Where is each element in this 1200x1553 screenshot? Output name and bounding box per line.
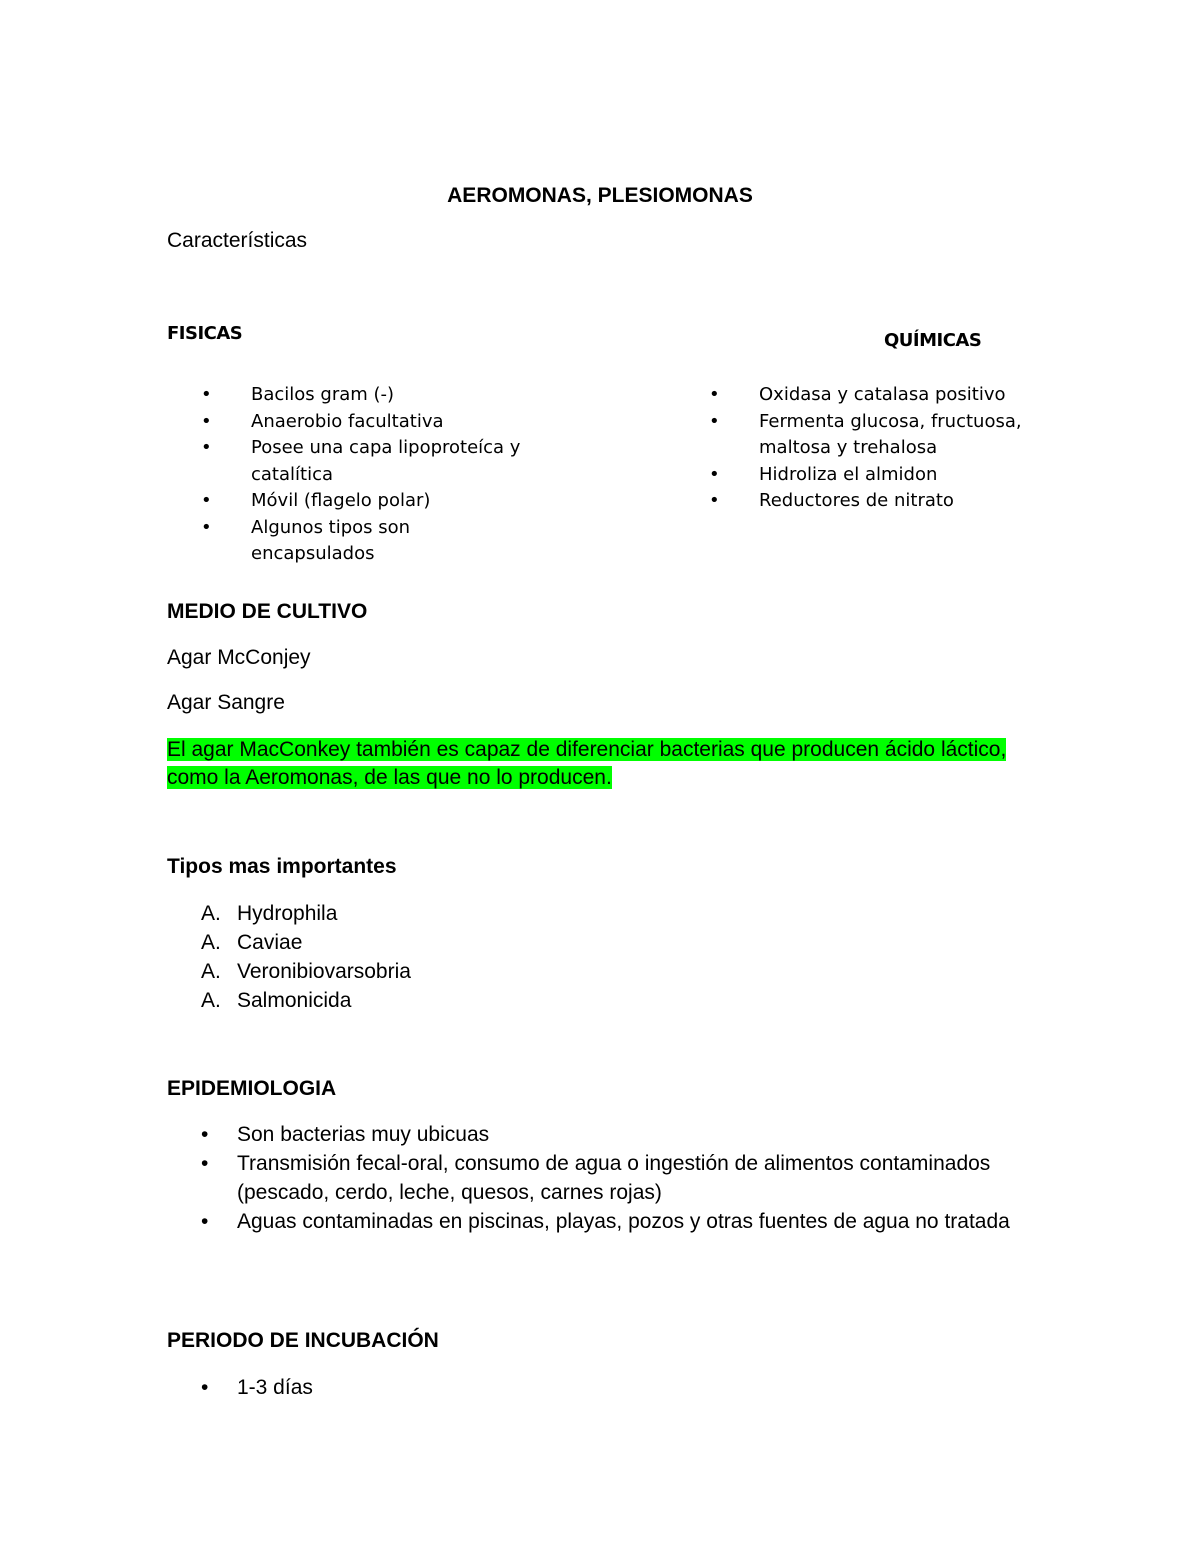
bullet-icon: • [201,410,212,432]
list-marker: A. [201,931,221,954]
incubacion-list [167,1373,1047,1402]
quimicas-heading: QUÍMICAS [884,330,982,351]
list-item-text: Caviae [237,931,303,954]
list-item-text: Anaerobio facultativa [251,410,444,432]
fisicas-heading: FISICAS [167,323,243,344]
list-item-text: Hydrophila [237,902,338,925]
bullet-icon: • [201,490,212,511]
tipos-list [167,899,411,1015]
bullet-icon: • [201,1210,209,1233]
list-item [167,409,527,436]
bullet-icon: • [709,490,720,511]
list-item [167,1373,1047,1402]
list-item [167,986,411,1015]
subtitle: Características [167,229,308,252]
list-item [167,1207,1047,1236]
bullet-icon: • [201,384,212,405]
list-item [167,488,527,515]
list-item [167,515,527,568]
list-item-text: Posee una capa lipoproteíca y catalítica [251,437,521,485]
list-item [675,382,1055,409]
list-item-text: Bacilos gram (-) [251,384,395,405]
quimicas-list [675,382,1055,515]
highlighted-note [167,736,1037,792]
tipos-heading: Tipos mas importantes [167,855,397,878]
list-marker: A. [201,989,221,1012]
bullet-icon: • [709,384,720,405]
list-item-text: Salmonicida [237,989,352,1012]
bullet-icon: • [201,516,212,538]
list-item-text: Algunos tipos son encapsulados [251,516,411,564]
list-item-text: Móvil (flagelo polar) [251,490,431,511]
list-item [675,488,1055,515]
bullet-icon: • [709,410,720,432]
bullet-icon: • [201,1152,209,1175]
list-item [167,957,411,986]
medio-line-1: Agar McConjey [167,646,311,669]
list-item [167,1120,1047,1149]
medio-heading: MEDIO DE CULTIVO [167,600,368,623]
list-item [167,382,527,409]
list-item-text: Oxidasa y catalasa positivo [759,384,1006,405]
list-item-text: Hidroliza el almidon [759,463,938,485]
list-item [167,899,411,928]
list-item [167,928,411,957]
list-item-text: Reductores de nitrato [759,490,954,511]
list-item-text: Son bacterias muy ubicuas [237,1123,490,1146]
list-item [167,1149,1047,1207]
fisicas-list [167,382,527,568]
list-item-text: Aguas contaminadas en piscinas, playas, pozos y otras fuentes de agua no tratada [237,1210,1010,1233]
epidemiologia-list [167,1120,1047,1236]
list-item-text: 1-3 días [237,1376,313,1399]
highlighted-text: El agar MacConkey también es capaz de diferenciar bacterias que producen ácido láctico, como la Aeromonas, de las que no lo producen. [167,738,1007,789]
bullet-icon: • [201,1123,209,1146]
document-title: AEROMONAS, PLESIOMONAS [447,184,753,207]
list-marker: A. [201,902,221,925]
epidemiologia-heading: EPIDEMIOLOGIA [167,1077,337,1100]
list-item [675,409,1055,462]
list-item-text: Transmisión fecal-oral, consumo de agua o ingestión de alimentos contaminados (pescado, cerdo, leche, quesos, carnes rojas) [237,1152,991,1204]
list-marker: A. [201,960,221,983]
bullet-icon: • [201,1376,209,1399]
medio-line-2: Agar Sangre [167,691,285,714]
list-item-text: Fermenta glucosa, fructuosa, maltosa y trehalosa [759,410,1022,458]
bullet-icon: • [709,463,720,485]
list-item [167,435,527,488]
bullet-icon: • [201,437,212,458]
list-item [675,462,1055,489]
list-item-text: Veronibiovarsobria [237,960,411,983]
incubacion-heading: PERIODO DE INCUBACIÓN [167,1329,439,1352]
